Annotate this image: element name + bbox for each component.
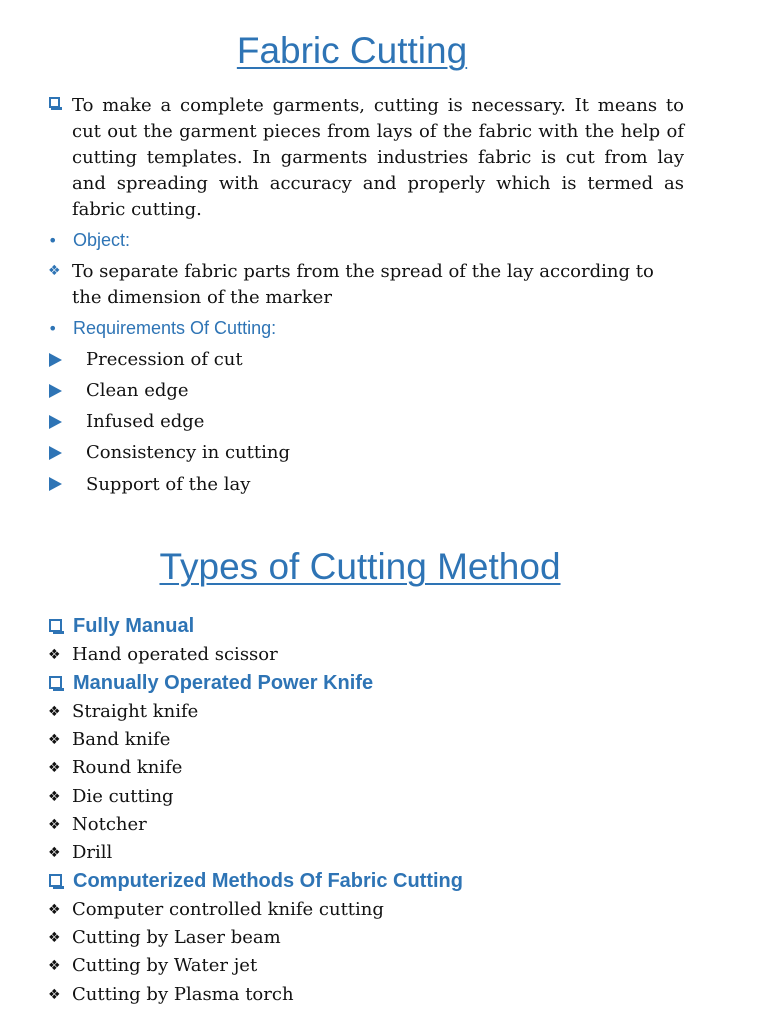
list-item: Notcher — [72, 814, 147, 835]
list-item: Clean edge — [86, 380, 189, 401]
diamond-bullet-icon: ❖ — [48, 732, 61, 748]
list-item: Round knife — [72, 757, 183, 778]
list-item: Computer controlled knife cutting — [72, 899, 384, 920]
category-manual-power-knife: Manually Operated Power Knife — [73, 672, 374, 694]
list-item: Hand operated scissor — [72, 644, 278, 665]
list-item: Support of the lay — [86, 474, 251, 495]
diamond-bullet-icon: ❖ — [48, 902, 61, 918]
list-item: Cutting by Plasma torch — [72, 984, 294, 1005]
list-item: Precession of cut — [86, 349, 243, 370]
diamond-bullet-icon: ❖ — [48, 760, 61, 776]
list-item: Drill — [72, 842, 113, 863]
diamond-bullet-icon: ❖ — [48, 987, 61, 1003]
bullet-icon: • — [48, 231, 58, 250]
arrow-bullet-icon — [49, 384, 62, 398]
list-item: Cutting by Water jet — [72, 955, 258, 976]
list-item: Straight knife — [72, 701, 199, 722]
diamond-bullet-icon: ❖ — [48, 789, 61, 805]
category-computerized: Computerized Methods Of Fabric Cutting — [73, 870, 463, 892]
diamond-bullet-icon: ❖ — [48, 930, 61, 946]
list-item: Cutting by Laser beam — [72, 927, 281, 948]
list-item: Consistency in cutting — [86, 442, 290, 463]
diamond-bullet-icon: ❖ — [48, 958, 61, 974]
page-title: Fabric Cutting — [236, 30, 468, 71]
bullet-icon: • — [48, 319, 58, 338]
diamond-bullet-icon: ❖ — [48, 263, 61, 279]
arrow-bullet-icon — [49, 446, 62, 460]
arrow-bullet-icon — [49, 353, 62, 367]
diamond-bullet-icon: ❖ — [48, 647, 61, 663]
intro-paragraph: To make a complete garments, cutting is necessary. It means to cut out the garment pieces from lays of the fabric with the help of cutting templates. In garments industries fabric is cut from lay and spreading with accuracy and properly which is termed as fabric cutting. — [72, 95, 684, 220]
object-text-line-2: the dimension of the marker — [72, 287, 332, 308]
object-text-line-1: To separate fabric parts from the spread of the lay according to — [72, 261, 654, 282]
requirements-heading: Requirements Of Cutting: — [73, 318, 277, 338]
list-item: Infused edge — [86, 411, 205, 432]
diamond-bullet-icon: ❖ — [48, 845, 61, 861]
list-item: Die cutting — [72, 786, 174, 807]
checkbox-bullet-icon — [49, 676, 62, 689]
arrow-bullet-icon — [49, 477, 62, 491]
arrow-bullet-icon — [49, 415, 62, 429]
diamond-bullet-icon: ❖ — [48, 817, 61, 833]
diamond-bullet-icon: ❖ — [48, 704, 61, 720]
checkbox-bullet-icon — [49, 619, 62, 632]
object-heading: Object: — [73, 230, 131, 250]
list-item: Band knife — [72, 729, 171, 750]
checkbox-bullet-icon — [49, 97, 60, 108]
category-fully-manual: Fully Manual — [73, 615, 195, 637]
types-title: Types of Cutting Method — [159, 546, 561, 587]
checkbox-bullet-icon — [49, 874, 62, 887]
